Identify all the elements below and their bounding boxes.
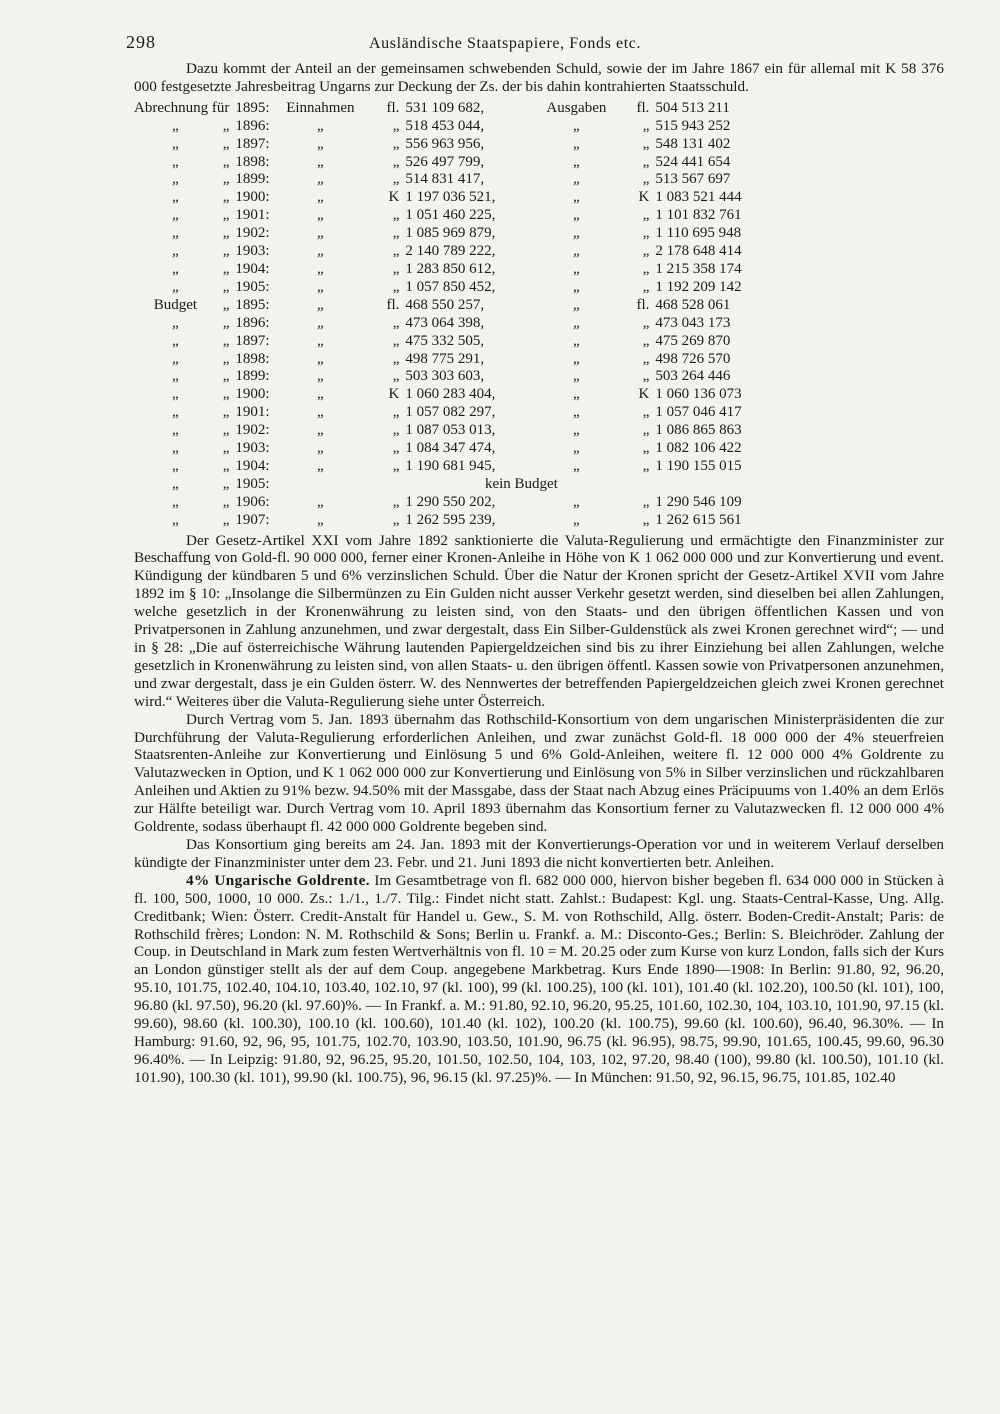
income-label: „ (317, 422, 324, 439)
row-year: 1903: (235, 243, 270, 260)
income-label: „ (317, 368, 324, 385)
row-year: 1898: (235, 350, 270, 367)
income-label: „ (317, 171, 324, 188)
expense-label: „ (573, 135, 580, 152)
row-kind-label: „ (172, 153, 179, 170)
expense-value: 1 262 615 561 (655, 511, 742, 528)
running-title: Ausländische Staatspapiere, Fonds etc. (369, 35, 642, 52)
income-value: 1 290 550 202, (405, 493, 496, 510)
row-kind-label: „ (172, 117, 179, 134)
vertrag-paragraph: Durch Vertrag vom 5. Jan. 1893 übernahm das Rothschild-Konsortium von dem ungarischen Ministerpräsidenten die zur Durchführung der Valuta-Regulierung erforderlichen Anleihen, und zwar zunächst Gold-fl. 18 000 000 der 4% steuerfreien Staatsrenten-Anleihe zur Konvertierung und Einlösung 5 und 6% Gold-Anleihen, weitere fl. 12 000 000 4% Goldrente zu Valutazwecken in Option, und K 1 062 000 000 zur Konvertierung und Einlösung von 5% in Silber verzinslichen und rückzahlbaren Anleihen und Aktien zu 91% bezw. 94.50% mit der Massgabe, dass der Staat nach Abzug eines Präcipuums von 1.40% an dem Erlös zur Hälfte beteiligt war. Durch Vertrag vom 10. April 1893 übernahm das Konsortium ferner zu Valutazwecken fl. 12 000 000 4% Goldrente, sodass überhaupt fl. 42 000 000 Goldrente begeben sind. (134, 710, 944, 836)
income-currency: fl. (386, 99, 400, 116)
income-currency: „ (392, 404, 400, 421)
income-label: „ (317, 260, 324, 277)
income-value: 526 497 799, (405, 153, 485, 170)
income-currency: „ (392, 511, 400, 528)
row-year: 1904: (235, 457, 270, 474)
income-value: 1 197 036 521, (405, 189, 496, 206)
expense-value: 515 943 252 (655, 117, 731, 134)
expense-label: „ (573, 493, 580, 510)
income-currency: „ (392, 207, 400, 224)
income-value: 2 140 789 222, (405, 243, 496, 260)
ditto-mark: „ (222, 243, 230, 260)
ditto-mark: „ (222, 422, 230, 439)
row-note: kein Budget (484, 475, 558, 492)
row-kind-label: Abrechnung für (134, 99, 230, 116)
income-label: „ (317, 511, 324, 528)
income-currency: „ (392, 260, 400, 277)
ditto-mark: „ (222, 368, 230, 385)
expense-value: 1 082 106 422 (655, 440, 742, 457)
income-label: „ (317, 225, 324, 242)
row-year: 1900: (235, 386, 270, 403)
income-label: „ (317, 440, 324, 457)
intro-paragraph: Dazu kommt der Anteil an der gemeinsamen schwebenden Schuld, sowie der im Jahre 1867 ein für allemal mit K 58 376 000 festgesetzte Jahresbeitrag Ungarns zur Deckung der Zs. der bis dahin kontrahierten Staatsschuld. (134, 60, 944, 95)
expense-value: 468 528 061 (655, 296, 731, 313)
income-value: 473 064 398, (405, 314, 485, 331)
page-number: 298 (126, 32, 156, 52)
expense-currency: „ (642, 493, 650, 510)
row-year: 1900: (235, 189, 270, 206)
income-label: Einnahmen (286, 99, 355, 116)
income-value: 1 060 283 404, (405, 386, 496, 403)
row-kind-label: „ (172, 260, 179, 277)
table-row (134, 154, 759, 172)
row-year: 1903: (235, 440, 270, 457)
income-currency: „ (392, 493, 400, 510)
row-kind-label: „ (172, 350, 179, 367)
table-row (134, 315, 759, 333)
expense-value: 1 101 832 761 (655, 207, 742, 224)
expense-value: 475 269 870 (655, 332, 731, 349)
table-row (134, 118, 759, 136)
gesetz-paragraph: Der Gesetz-Artikel XXI vom Jahre 1892 sanktionierte die Valuta-Regulierung und ermächtigte den Finanzminister zur Beschaffung von Gold-fl. 90 000 000, ferner einer Kronen-Anleihe in Höhe von K 1 062 000 000 und zur Konvertierung und event. Kündigung der kündbaren 5 und 6% verzinslichen Schuld. Über die Natur der Kronen spricht der Gesetz-Artikel XVII vom Jahre 1892 im § 10: „Insolange die Silbermünzen zu Ein Gulden nicht ausser Verkehr gesetzt werden, sind dieselben bei allen Zahlungen, welche gesetzlich in der Kronenwährung zu leisten sind, von den Staats- und den übrigen öffentlichen Kassen und von Privatpersonen in Zahlung anzunehmen, und zwar dergestalt, dass Ein Silber-Guldenstück als zwei Kronen gerechnet wird“; — und in § 28: „Die auf österreichische Währung lautenden Papiergeldzeichen sind bis zu ihrer Einziehung bei allen Zahlungen, welche gesetzlich in Kronenwährung zu leisten sind, von allen Staats- u. den übrigen öffentl. Kassen sowie von Privatpersonen anzunehmen, und zwar dergestalt, dass je ein Gulden österr. W. des Nennwertes der betreffenden Papiergeldzeichen gleich zwei Kronen gerechnet wird.“ Weiteres über die Valuta-Regulierung siehe unter Österreich. (134, 531, 944, 710)
expense-label: „ (573, 296, 580, 313)
row-year: 1902: (235, 422, 270, 439)
expense-label: „ (573, 189, 580, 206)
expense-currency: „ (642, 440, 650, 457)
table-row (134, 207, 759, 225)
expense-currency: „ (642, 350, 650, 367)
konsortium-paragraph: Das Konsortium ging bereits am 24. Jan. 1893 mit der Konvertierungs-Operation vor und in weiterem Verlauf derselben kündigte der Finanzminister unter dem 23. Febr. und 21. Juni 1893 die nicht konvertierten betr. Anleihen. (134, 835, 944, 871)
income-value: 1 057 850 452, (405, 278, 496, 295)
income-currency: „ (392, 314, 400, 331)
table-row (134, 171, 759, 189)
expense-value: 504 513 211 (655, 99, 730, 116)
expense-currency: „ (642, 225, 650, 242)
income-value: 518 453 044, (405, 117, 485, 134)
expense-currency: „ (642, 243, 650, 260)
ditto-mark: „ (222, 189, 230, 206)
row-kind-label: „ (172, 207, 179, 224)
row-kind-label: „ (172, 386, 179, 403)
row-kind-label: „ (172, 475, 179, 492)
expense-label: „ (573, 386, 580, 403)
row-year: 1897: (235, 135, 270, 152)
table-row (134, 100, 759, 118)
row-kind-label: „ (172, 422, 179, 439)
expense-value: 1 215 358 174 (655, 260, 742, 277)
income-label: „ (317, 314, 324, 331)
expense-label: „ (573, 314, 580, 331)
row-year: 1906: (235, 493, 270, 510)
expense-currency: „ (642, 278, 650, 295)
income-value: 503 303 603, (405, 368, 485, 385)
ditto-mark: „ (222, 475, 230, 492)
income-currency: „ (392, 332, 400, 349)
expense-currency: „ (642, 117, 650, 134)
expense-currency: „ (642, 422, 650, 439)
income-label: „ (317, 350, 324, 367)
expense-currency: „ (642, 207, 650, 224)
table-row (134, 243, 759, 261)
income-value: 1 085 969 879, (405, 225, 496, 242)
ditto-mark: „ (222, 260, 230, 277)
table-row (134, 351, 759, 369)
expense-label: „ (573, 350, 580, 367)
ditto-mark: „ (222, 225, 230, 242)
goldrente-text: Im Gesamtbetrage von fl. 682 000 000, hiervon bisher begeben fl. 634 000 000 in Stücken à fl. 100, 500, 1000, 10 000. Zs.: 1./1., 1./7. Tilg.: Findet nicht statt. Zahlst.: Budapest: Kgl. ung. Staats-Central-Kasse, Ung. Allg. Creditbank; Wien: Österr. Credit-Anstalt für Handel u. Gew., S. M. von Rothschild, Allg. österr. Boden-Credit-Anstalt; Paris: de Rothschild frères; London: N. M. Rothschild & Sons; Berlin u. Frankf. a. M.: Disconto-Ges.; Berlin: S. Bleichröder. Zahlung der Coup. in Deutschland in Mark zum festen Wertverhältnis von fl. 10 = M. 20.25 oder zum Kurse von kurz London, falls sich der Kurs an London günstiger stellt als der auf dem Coup. angegebene Markbetrag. Kurs Ende 1890—1908: In Berlin: 91.80, 92, 96.20, 95.10, 101.75, 102.40, 104.10, 103.40, 102.10, 97 (kl. 100), 99 (kl. 100.25), 100 (kl. 101), 101.40 (kl. 102.20), 100.50 (kl. 101), 100, 96.80 (kl. 97.50), 96.20 (kl. 97.60)%. — In Frankf. a. M.: 91.80, 92.10, 96.20, 95.25, 101.60, 102.30, 104, 103.10, 101.90, 97.15 (kl. 99.60), 98.60 (kl. 100.30), 100.10 (kl. 100.60), 101.40 (kl. 102), 100.20 (kl. 100.75), 99.60 (kl. 100.60), 96.40, 96.30%. — In Hamburg: 91.60, 92, 96, 95, 101.75, 102.70, 103.90, 103.50, 101.90, 96.75 (kl. 96.95), 98.75, 99.90, 101.65, 100.45, 99.60, 96.30 96.40%. — In Leipzig: 91.80, 92, 96.25, 95.20, 101.50, 102.50, 104, 103, 102, 97.20, 98.40 (100), 99.80 (kl. 100.50), 101.10 (kl. 101.90), 100.30 (kl. 101), 99.90 (kl. 100.75), 96, 96.15 (kl. 97.25)%. — In München: 91.50, 92, 96.15, 96.75, 101.85, 102.40 (134, 871, 945, 1086)
row-kind-label: „ (172, 225, 179, 242)
table-row (134, 297, 759, 315)
ditto-mark: „ (222, 332, 230, 349)
row-year: 1895: (235, 99, 270, 116)
income-currency: K (388, 189, 400, 206)
expense-label: „ (573, 457, 580, 474)
goldrente-paragraph (134, 872, 944, 1087)
row-kind-label: „ (172, 404, 179, 421)
table-row (134, 368, 759, 386)
expense-currency: „ (642, 457, 650, 474)
table-row (134, 494, 759, 512)
income-currency: „ (392, 440, 400, 457)
expense-label: „ (573, 404, 580, 421)
ditto-mark: „ (222, 153, 230, 170)
income-currency: K (388, 386, 400, 403)
income-value: 1 051 460 225, (405, 207, 496, 224)
income-value: 531 109 682, (405, 99, 485, 116)
expense-value: 473 043 173 (655, 314, 731, 331)
ditto-mark: „ (222, 314, 230, 331)
row-kind-label: Budget (153, 296, 198, 313)
expense-value: 1 057 046 417 (655, 404, 742, 421)
expense-currency: fl. (636, 296, 650, 313)
income-label: „ (317, 117, 324, 134)
expense-value: 503 264 446 (655, 368, 731, 385)
row-year: 1897: (235, 332, 270, 349)
ditto-mark: „ (222, 135, 230, 152)
row-year: 1905: (235, 278, 270, 295)
table-row (134, 279, 759, 297)
expense-label: „ (573, 440, 580, 457)
ditto-mark: „ (222, 296, 230, 313)
income-currency: „ (392, 368, 400, 385)
expense-currency: „ (642, 511, 650, 528)
row-kind-label: „ (172, 511, 179, 528)
expense-value: 524 441 654 (655, 153, 731, 170)
row-kind-label: „ (172, 135, 179, 152)
row-year: 1901: (235, 207, 270, 224)
income-value: 514 831 417, (405, 171, 485, 188)
table-row (134, 386, 759, 404)
ditto-mark: „ (222, 278, 230, 295)
income-label: „ (317, 457, 324, 474)
table-row (134, 136, 759, 154)
table-row (134, 333, 759, 351)
income-currency: „ (392, 350, 400, 367)
income-value: 475 332 505, (405, 332, 485, 349)
ditto-mark: „ (222, 440, 230, 457)
table-row (134, 225, 759, 243)
row-kind-label: „ (172, 189, 179, 206)
expense-label: „ (573, 207, 580, 224)
ditto-mark: „ (222, 171, 230, 188)
income-currency: „ (392, 153, 400, 170)
table-row (134, 440, 759, 458)
goldrente-title: 4% Ungarische Goldrente. (186, 871, 370, 889)
table-row (134, 404, 759, 422)
income-value: 498 775 291, (405, 350, 485, 367)
income-label: „ (317, 189, 324, 206)
expense-currency: „ (642, 171, 650, 188)
income-label: „ (317, 332, 324, 349)
page-header (126, 32, 944, 60)
expense-label: „ (573, 511, 580, 528)
row-year: 1898: (235, 153, 270, 170)
ditto-mark: „ (222, 117, 230, 134)
row-kind-label: „ (172, 457, 179, 474)
expense-currency: K (638, 189, 650, 206)
ditto-mark: „ (222, 511, 230, 528)
income-currency: „ (392, 243, 400, 260)
ditto-mark: „ (222, 457, 230, 474)
row-kind-label: „ (172, 171, 179, 188)
income-value: 1 084 347 474, (405, 440, 496, 457)
income-currency: „ (392, 278, 400, 295)
expense-label: „ (573, 225, 580, 242)
expense-value: 513 567 697 (655, 171, 731, 188)
row-year: 1896: (235, 314, 270, 331)
table-row (134, 512, 759, 530)
expense-currency: „ (642, 314, 650, 331)
income-value: 1 262 595 239, (405, 511, 496, 528)
income-label: „ (317, 278, 324, 295)
row-year: 1907: (235, 511, 270, 528)
income-currency: fl. (386, 296, 400, 313)
expense-value: 1 086 865 863 (655, 422, 742, 439)
income-label: „ (317, 135, 324, 152)
table-row (134, 458, 759, 476)
income-label: „ (317, 153, 324, 170)
income-value: 1 283 850 612, (405, 260, 496, 277)
income-currency: „ (392, 422, 400, 439)
table-row (134, 189, 759, 207)
expense-value: 498 726 570 (655, 350, 731, 367)
ditto-mark: „ (222, 207, 230, 224)
expense-label: „ (573, 117, 580, 134)
income-label: „ (317, 493, 324, 510)
expense-label: „ (573, 171, 580, 188)
expense-currency: „ (642, 153, 650, 170)
income-label: „ (317, 296, 324, 313)
row-year: 1899: (235, 368, 270, 385)
expense-label: „ (573, 278, 580, 295)
expense-currency: „ (642, 368, 650, 385)
table-row (134, 476, 759, 494)
row-kind-label: „ (172, 493, 179, 510)
expense-currency: „ (642, 135, 650, 152)
ditto-mark: „ (222, 350, 230, 367)
income-label: „ (317, 207, 324, 224)
expense-currency: K (638, 386, 650, 403)
expense-value: 1 290 546 109 (655, 493, 742, 510)
income-value: 1 057 082 297, (405, 404, 496, 421)
income-value: 1 087 053 013, (405, 422, 496, 439)
ditto-mark: „ (222, 386, 230, 403)
ditto-mark: „ (222, 404, 230, 421)
income-label: „ (317, 386, 324, 403)
row-year: 1901: (235, 404, 270, 421)
expense-label: „ (573, 368, 580, 385)
expense-value: 1 060 136 073 (655, 386, 742, 403)
row-kind-label: „ (172, 368, 179, 385)
row-year: 1895: (235, 296, 270, 313)
expense-currency: „ (642, 260, 650, 277)
income-value: 468 550 257, (405, 296, 485, 313)
table-row (134, 261, 759, 279)
income-currency: „ (392, 225, 400, 242)
income-value: 556 963 956, (405, 135, 485, 152)
expense-value: 1 083 521 444 (655, 189, 742, 206)
expense-value: 2 178 648 414 (655, 243, 742, 260)
expense-label: „ (573, 153, 580, 170)
table-row (134, 422, 759, 440)
row-kind-label: „ (172, 243, 179, 260)
expense-label: „ (573, 332, 580, 349)
row-kind-label: „ (172, 314, 179, 331)
accounts-table (134, 100, 759, 530)
income-currency: „ (392, 171, 400, 188)
row-year: 1902: (235, 225, 270, 242)
row-year: 1905: (235, 475, 270, 492)
row-year: 1899: (235, 171, 270, 188)
income-label: „ (317, 404, 324, 421)
expense-value: 1 190 155 015 (655, 457, 742, 474)
income-currency: „ (392, 457, 400, 474)
expense-currency: „ (642, 332, 650, 349)
expense-label: Ausgaben (546, 99, 607, 116)
income-value: 1 190 681 945, (405, 457, 496, 474)
expense-label: „ (573, 243, 580, 260)
expense-label: „ (573, 422, 580, 439)
expense-currency: fl. (636, 99, 650, 116)
expense-label: „ (573, 260, 580, 277)
row-kind-label: „ (172, 440, 179, 457)
expense-value: 1 192 209 142 (655, 278, 742, 295)
income-currency: „ (392, 135, 400, 152)
income-currency: „ (392, 117, 400, 134)
row-kind-label: „ (172, 332, 179, 349)
expense-currency: „ (642, 404, 650, 421)
row-kind-label: „ (172, 278, 179, 295)
document-page (126, 32, 945, 1087)
expense-value: 548 131 402 (655, 135, 731, 152)
income-label: „ (317, 243, 324, 260)
row-year: 1896: (235, 117, 270, 134)
row-year: 1904: (235, 260, 270, 277)
expense-value: 1 110 695 948 (655, 225, 742, 242)
ditto-mark: „ (222, 493, 230, 510)
